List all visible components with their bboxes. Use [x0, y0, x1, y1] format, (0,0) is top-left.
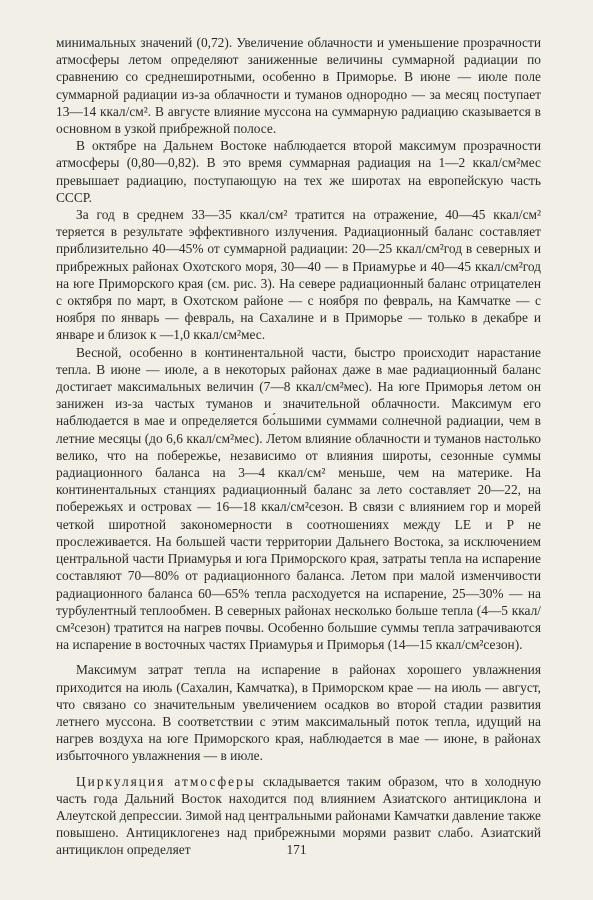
paragraph-4: Весной, особенно в континентальной части, быстро происходит нарастание тепла. В июне — июле, а в некоторых районах даже в мае радиационный баланс достигает максимальных величин (7—8 ккал/см²мес). На юге Приморья летом он занижен из-за частых туманов и значительной облачности. Максимум его наблюдается в мае и определяется бо́льшими суммами солнечной радиации, чем в летние месяцы (до 6,6 ккал/см²мес). Летом влияние облачности и туманов настолько велико, что на побережье, независимо от влияния широты, сезонные суммы радиационного баланса на 3—4 ккал/см² меньше, чем на материке. На континентальных станциях радиационный баланс за лето составляет 20—22, на побережьях и островах — 16—18 ккал/см²сезон. В связи с влиянием гор и морей четкой широтной закономерности в соотношениях между LE и P не прослеживается. На большей части территории Дальнего Востока, за исключением центральной части Приамурья и юга Приморского края, затраты тепла на испарение составляют 70—80% от радиационного баланса. Летом при малой изменчивости радиационного баланса 60—65% тепла расходуется на испарение, 25—30% — на турбулентный теплообмен. В северных районах несколько больше тепла (4—5 ккал/см²сезон) тратится на нагрев почвы. Особенно большие суммы тепла затрачиваются на испарение в восточных частях Приамурья и Приморья (14—15 ккал/см²сезон).	[56, 344, 541, 653]
paragraph-5: Максимум затрат тепла на испарение в районах хорошего увлажнения приходится на июль (Сахалин, Камчатка), в Приморском крае — на июль — август, что связано со значительным увеличением осадков во второй стадии развития летнего муссона. В соответствии с этим максимальный поток тепла, идущий на нагрев воздуха на юге Приморского края, наблюдается в мае — июне, в районах избыточного увлажнения — в июле.	[56, 662, 541, 764]
page-number: 171	[286, 842, 307, 857]
paragraph-3: За год в среднем 33—35 ккал/см² тратится на отражение, 40—45 ккал/см² теряется в результате эффективного излучения. Радиационный баланс составляет приблизительно 40—45% от суммарной радиации: 20—25 ккал/см²год в северных и прибрежных районах Охотского моря, 30—40 — в Приамурье и 40—45 ккал/см²год на юге Приморского края (см. рис. 3). На севере радиационный баланс отрицателен с октября по март, в Охотском районе — с ноября по февраль, на Камчатке — с ноября по январь — февраль, на Сахалине и в Приморье — только в декабре и январе и близок к —1,0 ккал/см²мес.	[56, 207, 541, 343]
paragraph-1: минимальных значений (0,72). Увеличение облачности и уменьшение прозрачности атмосферы летом определяют заниженные величины суммарной радиации по сравнению со среднеширотными, особенно в Приморье. В июне — июле поле суммарной радиации из-за облачности и туманов однородно — за месяц поступает 13—14 ккал/см². В августе влияние муссона на суммарную радиацию сказывается в основном в узкой прибрежной полосе.	[56, 35, 541, 137]
paragraph-6-text: складывается таким образом, что в холодную часть года Дальний Восток находится под влиянием Азиатского антициклона и Алеутской депрессии. Зимой над центральными районами Камчатки давление также повышено. Антициклогенез над прибрежными морями развит слабо. Азиатский антициклон определяет	[56, 773, 541, 858]
body-text	[56, 34, 541, 859]
paragraph-2: В октябре на Дальнем Востоке наблюдается второй максимум прозрачности атмосферы (0,80—0,82). В это время суммарная радиация на 1—2 ккал/см²мес превышает радиацию, поступающую на тех же широтах на европейскую часть СССР.	[56, 138, 541, 205]
spaced-term: Циркуляция атмосферы	[76, 773, 256, 789]
